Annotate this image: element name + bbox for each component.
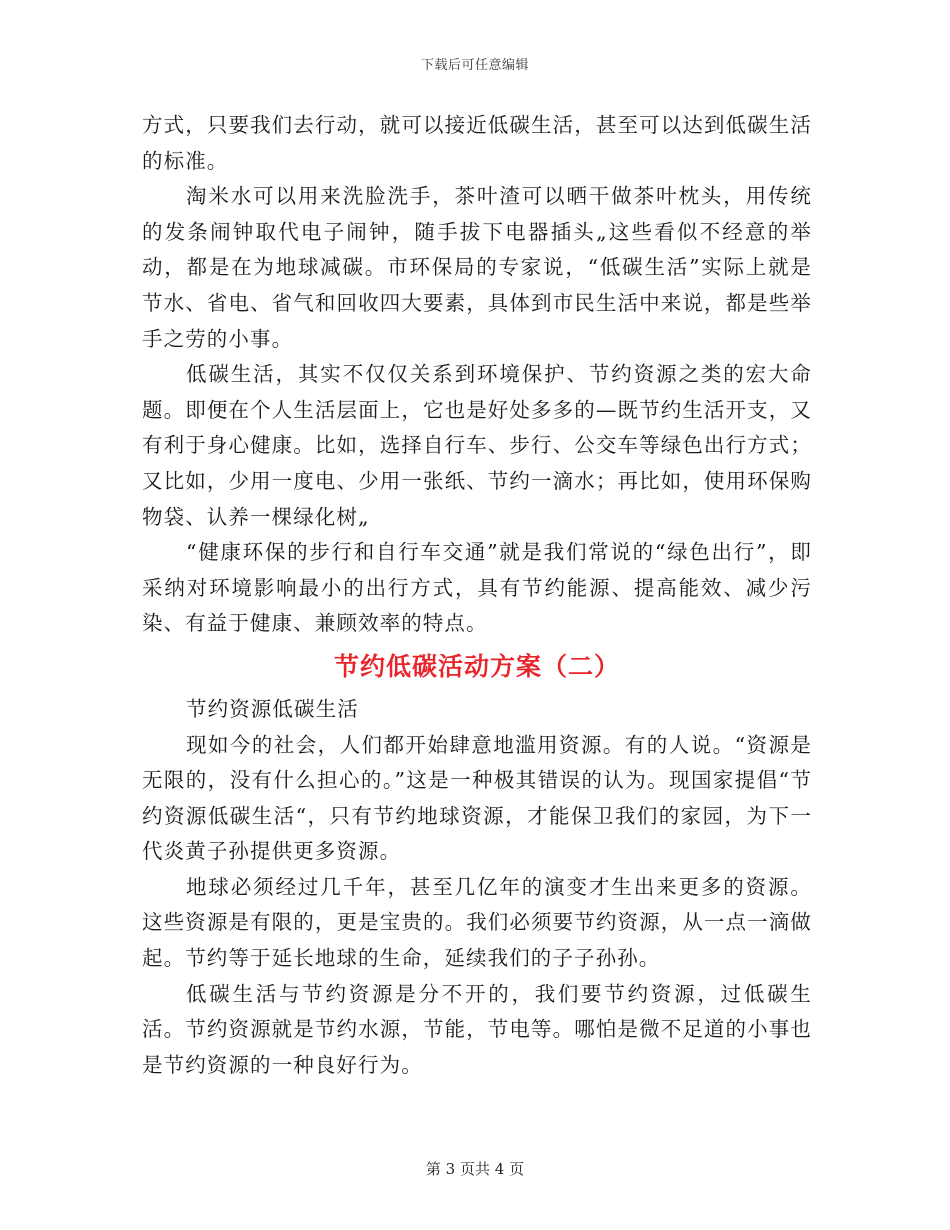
body-paragraph-2: 淘米水可以用来洗脸洗手，茶叶渣可以晒干做茶叶枕头，用传统的发条闹钟取代电子闹钟，随手拔下电器插头„这些看似不经意的举动，都是在为地球减碳。市环保局的专家说，“低碳生活”实际上就是节水、省电、省气和回收四大要素，具体到市民生活中来说，都是些举手之劳的小事。 xyxy=(142,184,812,351)
page-footer: 第 3 页共 4 页 xyxy=(425,1160,525,1178)
page-header: 下载后可任意编辑 xyxy=(420,58,529,73)
section-title: 节约低碳活动方案（二） xyxy=(333,651,620,681)
body-paragraph-5: 现如今的社会，人们都开始肆意地滥用资源。有的人说。“资源是无限的，没有什么担心的。”这是一种极其错误的认为。现国家提倡“节约资源低碳生活“，只有节约地球资源，才能保卫我们的家园，为下一代炎黄子孙提供更多资源。 xyxy=(142,732,812,864)
body-paragraph-1: 方式，只要我们去行动，就可以接近低碳生活，甚至可以达到低碳生活的标准。 xyxy=(142,113,812,173)
body-paragraph-6: 地球必须经过几千年，甚至几亿年的演变才生出来更多的资源。这些资源是有限的，更是宝贵的。我们必须要节约资源，从一点一滴做起。节约等于延长地球的生命，延续我们的子子孙孙。 xyxy=(142,874,812,971)
body-paragraph-7: 低碳生活与节约资源是分不开的，我们要节约资源，过低碳生活。节约资源就是节约水源，节能，节电等。哪怕是微不足道的小事也是节约资源的一种良好行为。 xyxy=(142,981,812,1077)
body-paragraph-4: “健康环保的步行和自行车交通”就是我们常说的“绿色出行”，即采纳对环境影响最小的出行方式，具有节约能源、提高能效、减少污染、有益于健康、兼顾效率的特点。 xyxy=(142,540,812,636)
body-paragraph-3: 低碳生活，其实不仅仅关系到环境保护、节约资源之类的宏大命题。即便在个人生活层面上，它也是好处多多的—既节约生活开支，又有利于身心健康。比如，选择自行车、步行、公交车等绿色出行方式；又比如，少用一度电、少用一张纸、节约一滴水；再比如，使用环保购物袋、认养一棵绿化树„ xyxy=(142,362,812,529)
section-subtitle: 节约资源低碳生活 xyxy=(186,696,359,721)
document-body xyxy=(142,108,812,1083)
